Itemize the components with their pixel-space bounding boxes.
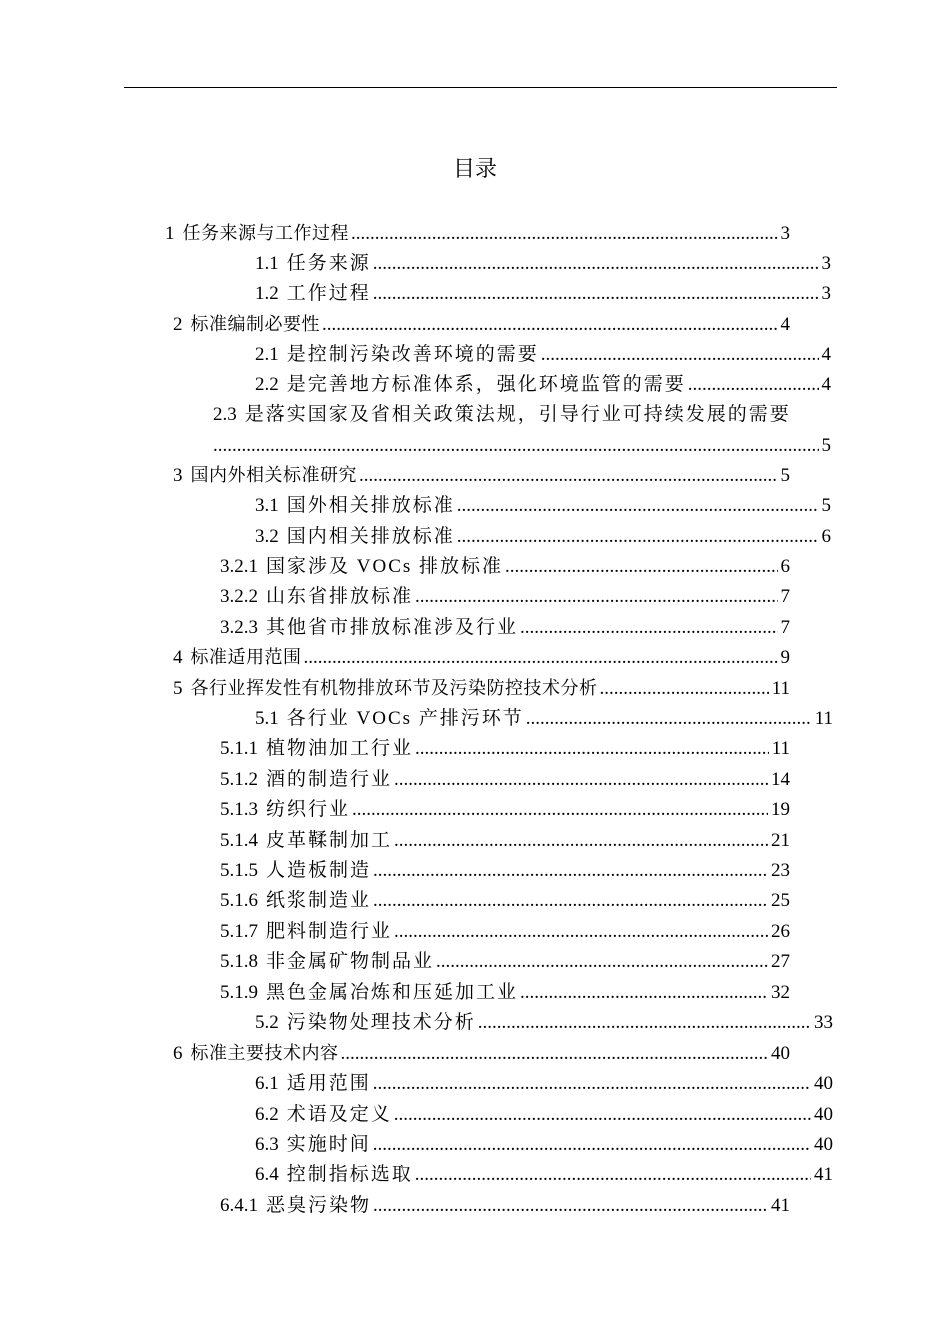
- toc-entry[interactable]: 5.1.8 非金属矿物制品业 ..... 27: [220, 947, 790, 977]
- toc-entry[interactable]: 5.1 各行业 VOCs 产排污环节 ..... 11: [255, 704, 833, 734]
- toc-entry[interactable]: 6.4 控制指标选取 ..... 41: [255, 1160, 833, 1190]
- toc-entry[interactable]: 5.1.7 肥料制造行业 ..... 26: [220, 917, 790, 947]
- toc-entry[interactable]: 3.1 国外相关排放标准 ..... 5: [255, 491, 831, 521]
- toc-entry[interactable]: 3.2.3 其他省市排放标准涉及行业 ..... 7: [220, 613, 790, 643]
- toc-entry[interactable]: 1 任务来源与工作过程 ..... 3: [165, 219, 790, 249]
- toc-entry[interactable]: 5.1.1 植物油加工行业 ..... 11: [220, 734, 790, 764]
- toc-entry-continuation: ..... 5: [213, 431, 831, 461]
- toc-entry[interactable]: 2.2 是完善地方标准体系，强化环境监管的需要 ..... 4: [255, 370, 831, 400]
- toc-entry[interactable]: 5.1.2 酒的制造行业 ..... 14: [220, 765, 790, 795]
- toc-entry[interactable]: 3.2.2 山东省排放标准 ..... 7: [220, 582, 790, 612]
- toc-entry[interactable]: 3.2.1 国家涉及 VOCs 排放标准 ..... 6: [220, 552, 790, 582]
- toc-entry[interactable]: 4 标准适用范围 ..... 9: [173, 643, 790, 673]
- toc-entry[interactable]: 1.1 任务来源 ..... 3: [255, 249, 831, 279]
- toc-entry[interactable]: 5.1.5 人造板制造 ..... 23: [220, 856, 790, 886]
- page-title: 目录: [452, 157, 497, 182]
- toc-entry[interactable]: 5.2 污染物处理技术分析 ..... 33: [255, 1008, 833, 1038]
- toc-entry[interactable]: 5.1.3 纺织行业 ..... 19: [220, 795, 790, 825]
- toc-entry[interactable]: 1.2 工作过程 ..... 3: [255, 279, 831, 309]
- toc-entry[interactable]: 6 标准主要技术内容 ..... 40: [173, 1039, 790, 1069]
- toc-entry[interactable]: 6.3 实施时间 ..... 40: [255, 1130, 833, 1160]
- toc-entry[interactable]: 2.1 是控制污染改善环境的需要 ..... 4: [255, 340, 831, 370]
- toc-entry[interactable]: 5.1.9 黑色金属冶炼和压延加工业 ..... 32: [220, 978, 790, 1008]
- toc-entry[interactable]: 6.1 适用范围 ..... 40: [255, 1069, 833, 1099]
- toc-entry[interactable]: 6.4.1 恶臭污染物 ..... 41: [220, 1191, 790, 1221]
- toc-entry[interactable]: 5.1.4 皮革鞣制加工 ..... 21: [220, 826, 790, 856]
- toc-entry[interactable]: 2.3 是落实国家及省相关政策法规，引导行业可持续发展的需要: [213, 404, 791, 425]
- header-rule: [124, 87, 837, 88]
- toc-entry[interactable]: 2 标准编制必要性 ..... 4: [173, 310, 790, 340]
- toc-entry[interactable]: 3.2 国内相关排放标准 ..... 6: [255, 522, 831, 552]
- toc-entry[interactable]: 5.1.6 纸浆制造业 ..... 25: [220, 886, 790, 916]
- toc-entry[interactable]: 5 各行业挥发性有机物排放环节及污染防控技术分析 ..... 11: [173, 674, 790, 704]
- toc-entry[interactable]: 6.2 术语及定义 ..... 40: [255, 1100, 833, 1130]
- toc-entry[interactable]: 3 国内外相关标准研究 ..... 5: [173, 461, 790, 491]
